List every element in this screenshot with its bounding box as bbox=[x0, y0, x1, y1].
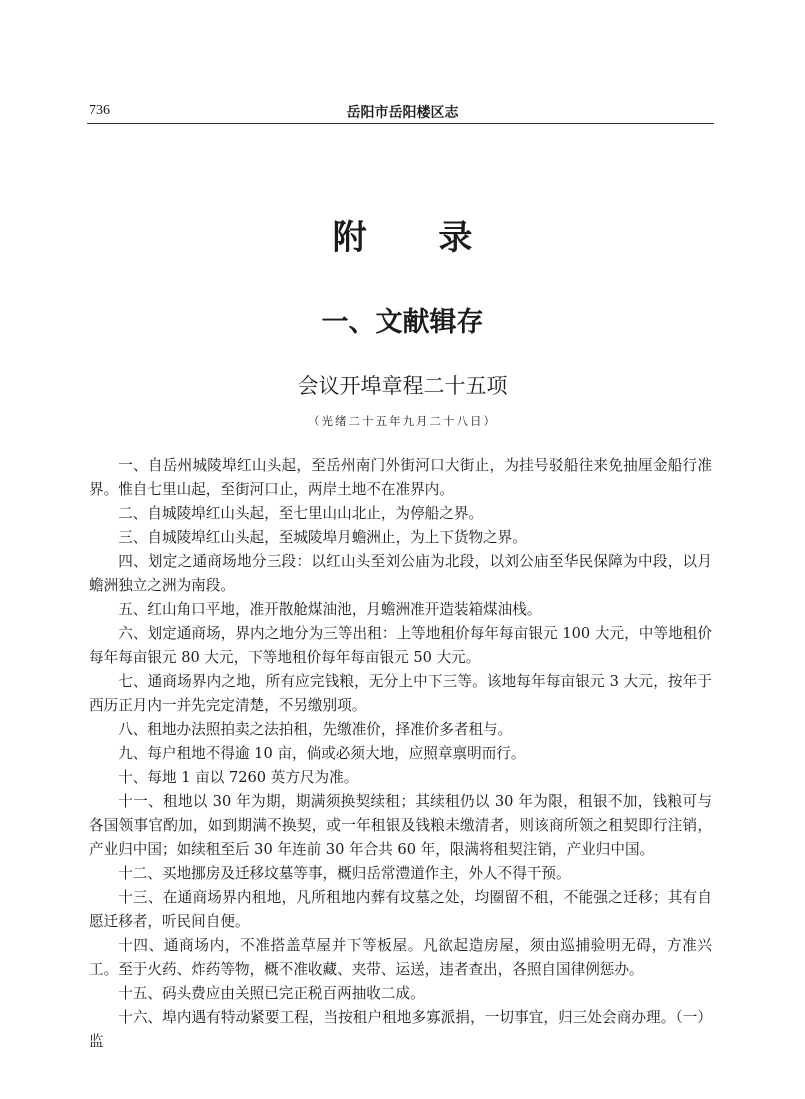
paragraph: 十一、租地以 30 年为期，期满须换契续租；其续租仍以 30 年为限，租银不加，钱粮可与各国领事官酌加，如到期满不换契，或一年租银及钱粮未缴清者，则该商所领之租契即行注销，产业归中国；如续租至后 30 年连前 30 年合共 60 年，限满将租契注销，产业归中国。 bbox=[89, 793, 712, 858]
subsection-title: 一、文献辑存 bbox=[321, 307, 484, 338]
document-date: （光绪二十五年九月二十八日） bbox=[308, 414, 497, 428]
document-title: 会议开埠章程二十五项 bbox=[297, 374, 508, 398]
paragraph: 四、划定之通商场地分三段：以红山头至刘公庙为北段，以刘公庙至华民保障为中段，以月蟾洲独立之洲为南段。 bbox=[89, 553, 712, 594]
paragraph: 一、自岳州城陵埠红山头起，至岳州南门外街河口大街止，为挂号驳船往来免抽厘金船行准界。惟自七里山起，至街河口止，两岸土地不在准界内。 bbox=[89, 457, 712, 498]
paragraph: 十二、买地挪房及迁移坟墓等事，概归岳常澧道作主，外人不得干预。 bbox=[118, 865, 571, 882]
paragraph: 八、租地办法照拍卖之法拍租，先缴准价，择准价多者租与。 bbox=[118, 721, 513, 738]
paragraph: 十四、通商场内，不准搭盖草屋并下等板屋。凡欲起造房屋，须由巡捕验明无碍，方准兴工。至于火药、炸药等物，概不准收藏、夹带、运送，违者查出，各照自国律例惩办。 bbox=[89, 937, 712, 978]
paragraph: 五、红山角口平地，准开散舱煤油池，月蟾洲准开造装箱煤油栈。 bbox=[118, 601, 542, 618]
page-number: 736 bbox=[89, 103, 110, 118]
paragraph: 三、自城陵埠红山头起，至城陵埠月蟾洲止，为上下货物之界。 bbox=[118, 529, 527, 546]
header-rule bbox=[87, 123, 714, 124]
paragraph: 十五、码头费应由关照已完正税百两抽收二成。 bbox=[118, 985, 425, 1002]
paragraph: 十、每地 1 亩以 7260 英方尺为准。 bbox=[118, 769, 359, 786]
running-title: 岳阳市岳阳楼区志 bbox=[346, 105, 459, 121]
paragraph: 九、每户租地不得逾 10 亩，倘或必须大地，应照章禀明而行。 bbox=[118, 745, 526, 762]
paragraph: 七、通商场界内之地，所有应完钱粮，无分上中下三等。该地每年每亩银元 3 大元，按年于西历正月内一并先完定清楚，不另缴别项。 bbox=[89, 673, 712, 714]
paragraph: 十六、埠内遇有特动紧要工程，当按租户租地多寡派捐，一切事宜，归三处会商办理。（一）监 bbox=[89, 1009, 712, 1050]
paragraph: 二、自城陵埠红山头起，至七里山山北止，为停船之界。 bbox=[118, 505, 484, 522]
paragraph: 六、划定通商场，界内之地分为三等出租：上等地租价每年每亩银元 100 大元，中等地租价每年每亩银元 80 大元，下等地租价每年每亩银元 50 大元。 bbox=[89, 625, 712, 666]
paragraph: 十三、在通商场界内租地，凡所租地内葬有坟墓之处，均圈留不租，不能强之迁移；其有自愿迁移者，听民间自便。 bbox=[89, 889, 712, 930]
section-title: 附 录 bbox=[332, 218, 503, 258]
document-body bbox=[89, 454, 712, 1054]
